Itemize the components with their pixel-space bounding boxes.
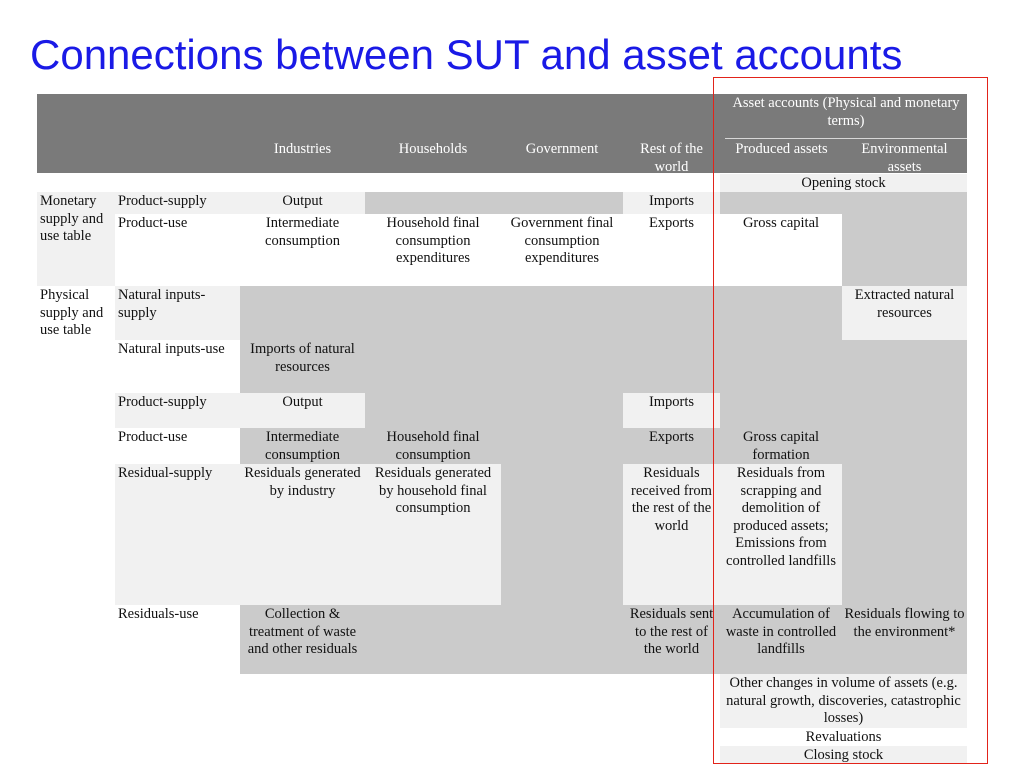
monetary-product-supply-label: Product-supply [115, 192, 240, 214]
physical-use-exports: Exports [648, 429, 695, 445]
empty-cell [365, 192, 623, 214]
header-environmental-assets: Environmental assets [842, 140, 967, 173]
physical-residuals-row: Residuals received from the rest of the world [623, 464, 720, 605]
monetary-use-government: Government final consumption expenditures [510, 215, 614, 267]
header-rest-of-world: Rest of the world [623, 140, 720, 173]
physical-supply-output: Output [240, 393, 365, 428]
header-asset-accounts: Asset accounts (Physical and monetary terms) [725, 94, 967, 138]
physical-use-household: Household final consumption [386, 429, 480, 463]
page-title: Connections between SUT and asset accounts [30, 31, 903, 78]
opening-stock: Opening stock [720, 174, 967, 192]
monetary-product-use-label: Product-use [118, 215, 188, 231]
monetary-supply-imports: Imports [623, 192, 720, 214]
other-changes-volume: Other changes in volume of assets (e.g. natural growth, discoveries, catastrophic losses) [720, 674, 967, 728]
header-government: Government [501, 140, 623, 173]
header-produced-assets: Produced assets [725, 140, 838, 173]
monetary-group-label: Monetary supply and use table [37, 192, 115, 286]
physical-residuals-environment: Residuals flowing to the environment* [844, 606, 965, 640]
physical-ni-use-imports: Imports of natural resources [250, 341, 355, 375]
monetary-use-intermediate: Intermediate consumption [265, 215, 340, 249]
asset-accounts-highlight-box [713, 77, 988, 764]
physical-use-intermediate: Intermediate consumption [265, 429, 340, 463]
physical-residuals-collection: Collection & treatment of waste and other residuals [247, 606, 358, 658]
header-industries: Industries [240, 140, 365, 173]
physical-product-use-label: Product-use [118, 429, 188, 445]
physical-supply-imports: Imports [623, 393, 720, 428]
physical-ni-supply-extracted: Extracted natural resources [842, 286, 967, 340]
physical-ni-supply-label: Natural inputs-supply [115, 286, 240, 340]
physical-residuals-accumulation: Accumulation of waste in controlled landfills [725, 606, 837, 658]
physical-use-gross-capital: Gross capital formation [742, 429, 820, 463]
physical-residuals-sent-row: Residuals sent to the rest of the world [629, 606, 714, 658]
closing-stock: Closing stock [720, 746, 967, 764]
physical-group-label: Physical supply and use table [40, 287, 104, 339]
physical-ni-use-label: Natural inputs-use [118, 341, 225, 357]
revaluations: Revaluations [805, 729, 882, 745]
physical-residual-supply-label: Residual-supply [115, 464, 240, 605]
physical-product-supply-label: Product-supply [115, 393, 240, 428]
monetary-supply-output: Output [240, 192, 365, 214]
header-households: Households [365, 140, 501, 173]
physical-residuals-industry: Residuals generated by industry [240, 464, 365, 605]
monetary-use-exports: Exports [648, 215, 695, 231]
physical-residuals-use-label: Residuals-use [118, 606, 199, 622]
monetary-use-household: Household final consumption expenditures [386, 215, 480, 267]
monetary-use-gross-capital: Gross capital [742, 215, 820, 231]
physical-residuals-produced: Residuals from scrapping and demolition of produced assets; Emissions from controlled landfills [720, 464, 842, 605]
physical-residuals-household: Residuals generated by household final consumption [365, 464, 501, 605]
